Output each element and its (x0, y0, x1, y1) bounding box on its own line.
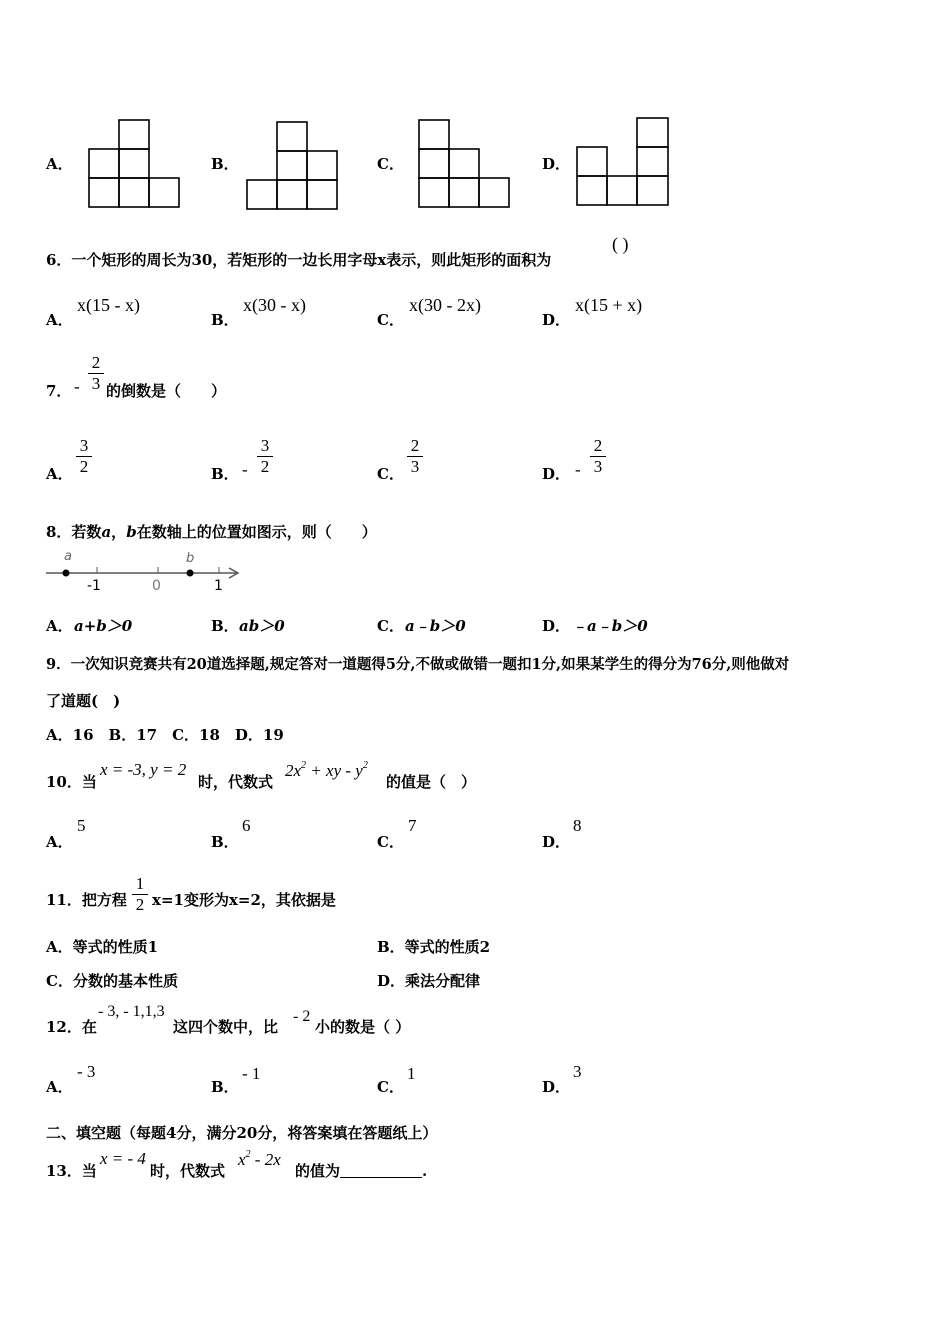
q6-answer-paren: ( ) (612, 234, 629, 254)
q11-fraction: 1 2 (132, 875, 148, 914)
q8-option-c-label[interactable]: C． (377, 617, 404, 635)
q7-option-c-label[interactable]: C． (377, 465, 404, 483)
q5-option-b-label[interactable]: B． (211, 155, 239, 173)
q10-option-a-value: 5 (77, 816, 86, 835)
q6-option-b-label[interactable]: B． (211, 311, 239, 329)
q8-number-line (44, 545, 244, 595)
q5-option-d-label[interactable]: D． (542, 155, 571, 173)
q11-option-a[interactable]: A．等式的性质1 (46, 938, 159, 956)
q12-option-b-label[interactable]: B． (211, 1078, 239, 1096)
q7-option-b-sign: - (242, 460, 248, 479)
q8-option-c-expr: a﹣b＞0 (405, 617, 466, 635)
q12-reference: - 2 (293, 1008, 311, 1025)
q13-expression: $x^2 - 2x$ (238, 1149, 281, 1169)
q10-option-c-label[interactable]: C． (377, 833, 404, 851)
q7-option-c-frac: 2 3 (407, 437, 423, 476)
q5-figure-a (88, 119, 183, 211)
q10-option-d-label[interactable]: D． (542, 833, 571, 851)
q10-condition: x = -3, y = 2 (100, 760, 187, 779)
q12-stem-mid: 这四个数中，比 (173, 1018, 279, 1036)
q10-option-b-value: 6 (242, 816, 251, 835)
q6-option-b-expr: x(30 - x) (243, 295, 306, 315)
q10-option-a-label[interactable]: A． (46, 833, 73, 851)
q12-option-d-label[interactable]: D． (542, 1078, 571, 1096)
q7-option-b-frac: 3 2 (257, 437, 273, 476)
q12-option-c-label[interactable]: C． (377, 1078, 404, 1096)
q6-option-a-label[interactable]: A． (46, 311, 73, 329)
q7-stem-tail: 的倒数是（ ） (106, 382, 227, 400)
q8-option-b-expr: ab＞0 (239, 617, 285, 635)
q11-option-c[interactable]: C．分数的基本性质 (46, 972, 178, 990)
q10-stem-mid: 时，代数式 (198, 773, 274, 791)
q12-stem-pre: 12．在 (46, 1018, 97, 1036)
q7-number: 7． (46, 382, 72, 400)
q8-point-a-label: a (64, 549, 72, 564)
q8-option-a-expr: a+b＞0 (74, 617, 133, 635)
q7-option-a-label[interactable]: A． (46, 465, 73, 483)
q7-option-b-label[interactable]: B． (211, 465, 239, 483)
section-2-heading: 二、填空题（每题4分，满分20分，将答案填在答题纸上） (46, 1124, 438, 1142)
q12-numbers: - 3, - 1,1,3 (98, 1003, 165, 1020)
q6-option-c-expr: x(30 - 2x) (409, 295, 481, 315)
q7-option-a-frac: 3 2 (76, 437, 92, 476)
q8-point-b-label: b (186, 551, 195, 566)
q8-option-d-label[interactable]: D． (542, 617, 571, 635)
q12-option-c-value: 1 (407, 1064, 416, 1083)
q13-stem-pre: 13．当 (46, 1162, 97, 1180)
q6-option-a-expr: x(15 - x) (77, 295, 140, 315)
q5-figure-c (417, 119, 512, 211)
q9-options[interactable]: A．16 B．17 C．18 D．19 (46, 726, 284, 744)
q5-figure-d (575, 117, 672, 209)
q5-figure-b (245, 121, 340, 213)
q6-option-c-label[interactable]: C． (377, 311, 404, 329)
q5-option-a-label[interactable]: A． (46, 155, 73, 173)
q8-tick-0: 0 (152, 578, 161, 594)
q11-option-d[interactable]: D．乘法分配律 (377, 972, 481, 990)
q7-fraction: 2 3 (88, 354, 104, 393)
q13-stem-post: 的值为 . (295, 1162, 428, 1180)
q8-option-a-label[interactable]: A． (46, 617, 73, 635)
q12-option-b-value: - 1 (242, 1064, 261, 1083)
q10-option-b-label[interactable]: B． (211, 833, 239, 851)
q8-tick-minus-1: -1 (87, 578, 101, 594)
q7-option-d-label[interactable]: D． (542, 465, 571, 483)
q10-option-d-value: 8 (573, 816, 582, 835)
q10-option-c-value: 7 (408, 816, 417, 835)
q6-option-d-expr: x(15 + x) (575, 295, 643, 315)
q9-stem-line2: 了道题( ) (46, 692, 121, 710)
q13-answer-blank[interactable] (340, 1163, 422, 1178)
q7-minus: - (74, 377, 80, 396)
q8-stem: 8．若数a，b在数轴上的位置如图示，则（ ） (46, 523, 377, 541)
q10-stem-post: 的值是（ ） (386, 773, 477, 791)
q11-stem-pre: 11．把方程 (46, 891, 127, 909)
q12-option-a-label[interactable]: A． (46, 1078, 73, 1096)
q10-stem-pre: 10．当 (46, 773, 97, 791)
q8-option-b-label[interactable]: B． (211, 617, 239, 635)
q12-option-a-value: - 3 (77, 1062, 96, 1081)
q13-condition: x = - 4 (100, 1149, 146, 1168)
q13-stem-mid: 时，代数式 (150, 1162, 226, 1180)
q5-option-c-label[interactable]: C． (377, 155, 404, 173)
q12-option-d-value: 3 (573, 1062, 582, 1081)
q6-stem: 6．一个矩形的周长为30，若矩形的一边长用字母x表示，则此矩形的面积为 (46, 251, 552, 269)
q12-stem-post: 小的数是（ ） (315, 1018, 411, 1036)
q9-stem-line1: 9．一次知识竞赛共有20道选择题,规定答对一道题得5分,不做或做错一题扣1分,如果某学生的得分为76分,则他做对 (46, 656, 790, 673)
q8-tick-1: 1 (214, 578, 223, 594)
q7-option-d-sign: - (575, 460, 581, 479)
q10-expression: $2x^2$ + xy - $y^2$ (285, 760, 368, 780)
q11-option-b[interactable]: B．等式的性质2 (377, 938, 491, 956)
q7-option-d-frac: 2 3 (590, 437, 606, 476)
q8-option-d-expr: ﹣a﹣b＞0 (572, 617, 648, 635)
q6-option-d-label[interactable]: D． (542, 311, 571, 329)
q11-stem-post: x=1变形为x=2，其依据是 (152, 891, 336, 909)
